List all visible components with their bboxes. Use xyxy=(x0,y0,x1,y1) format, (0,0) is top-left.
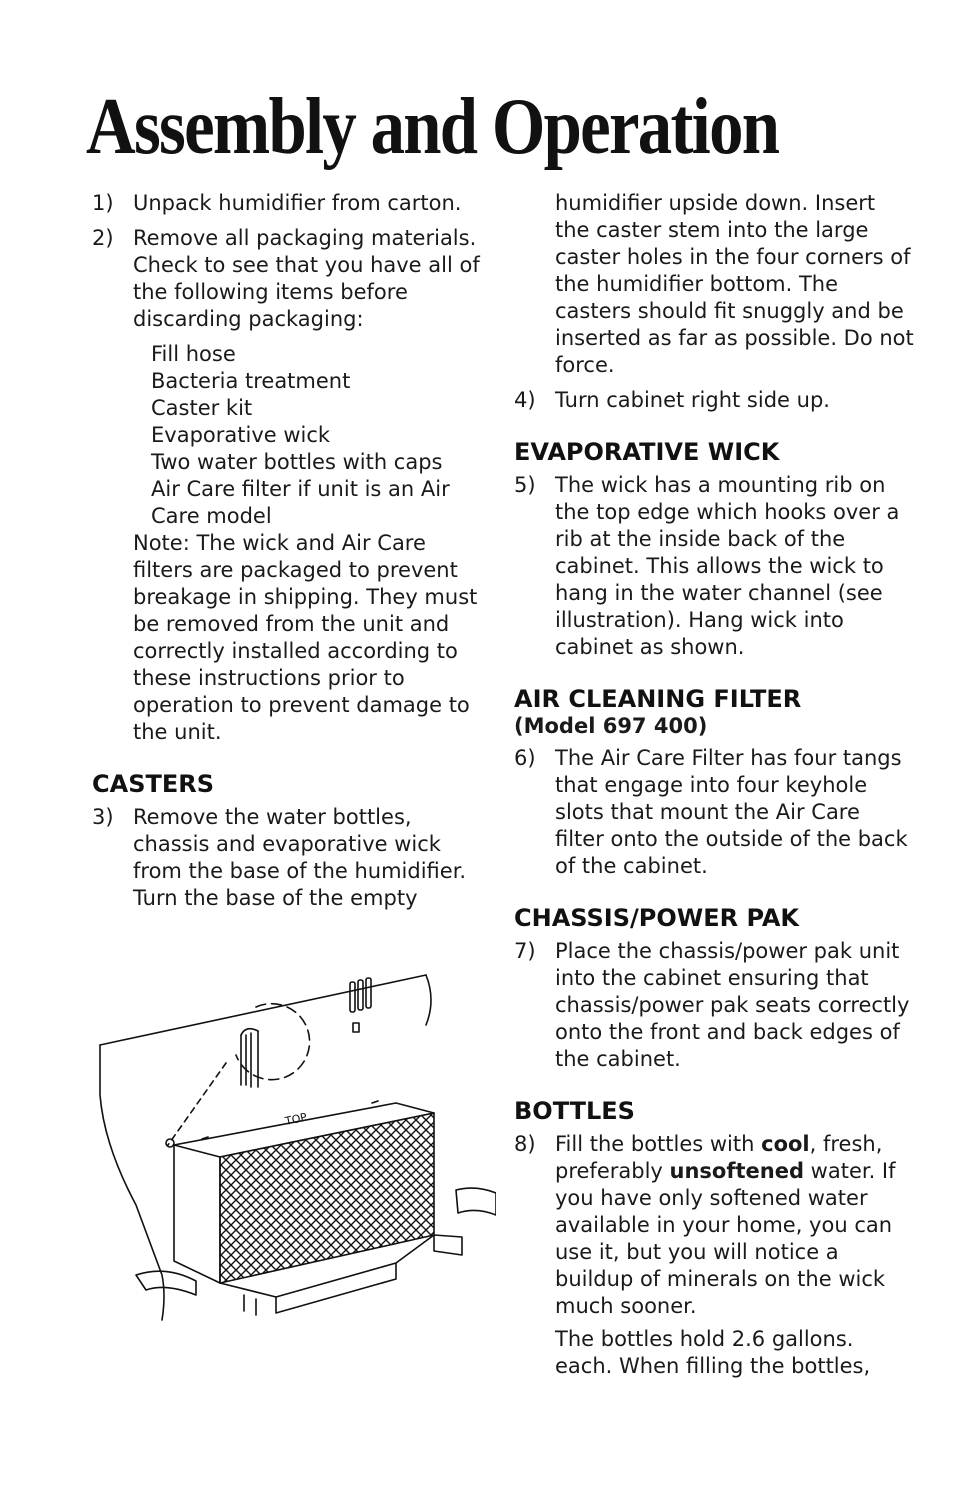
step-2 xyxy=(92,225,492,746)
step-text: Turn cabinet right side up. xyxy=(555,388,830,412)
step-number: 6) xyxy=(514,746,536,770)
step-number: 2) xyxy=(92,226,114,250)
bottle-capacity-text: The bottles hold 2.6 gallons. each. When filling the bottles, xyxy=(555,1327,871,1378)
step-number: 1) xyxy=(92,191,114,215)
step-number: 4) xyxy=(514,388,536,412)
air-cleaning-filter-heading: AIR CLEANING FILTER xyxy=(514,685,802,713)
package-contents-list xyxy=(133,341,492,530)
step-text: The Air Care Filter has four tangs that engage into four keyhole slots that mount the Air Care filter onto the outside of the back of the cabinet. xyxy=(555,746,908,878)
chassis-power-pak-heading: CHASSIS/POWER PAK xyxy=(514,904,799,932)
wick-installation-illustration xyxy=(96,945,496,1325)
step-number: 5) xyxy=(514,473,536,497)
step-number: 7) xyxy=(514,939,536,963)
list-item: Two water bottles with caps xyxy=(151,450,443,474)
step-text: Unpack humidifier from carton. xyxy=(133,191,462,215)
packaging-note: Note: The wick and Air Care filters are packaged to prevent breakage in shipping. They must be removed from the unit and correctly installed according to these instructions prior to operation to prevent damage to the unit. xyxy=(133,531,478,744)
list-item: Fill hose xyxy=(151,342,236,366)
right-column xyxy=(514,190,914,1388)
step-number: 3) xyxy=(92,805,114,829)
step-text-part: , fresh, preferably xyxy=(555,1132,883,1183)
step-text: Remove the water bottles, chassis and evaporative wick from the base of the humidifier. Turn the base of the empty xyxy=(133,805,467,910)
bottles-heading: BOTTLES xyxy=(514,1097,635,1125)
step-number: 8) xyxy=(514,1132,536,1156)
page-title: Assembly and Operation xyxy=(86,83,779,171)
step-text: Place the chassis/power pak unit into the cabinet ensuring that chassis/power pak seats correctly onto the front and back edges of the cabinet. xyxy=(555,939,910,1071)
evaporative-wick-heading: EVAPORATIVE WICK xyxy=(514,438,780,466)
list-item: Caster kit xyxy=(151,396,253,420)
step-3-continued: humidifier upside down. Insert the caster stem into the large caster holes in the four corners of the humidifier bottom. The casters should fit snuggly and be inserted as far as possible. Do not force. xyxy=(555,191,914,377)
list-item: Evaporative wick xyxy=(151,423,331,447)
step-text-part: Fill the bottles with xyxy=(555,1132,762,1156)
step-5 xyxy=(514,472,914,661)
left-column xyxy=(92,190,492,920)
top-label: TOP xyxy=(283,1110,309,1128)
step-text-part: water. If you have only softened water available in your home, you can use it, but you will notice a buildup of minerals on the wick much sooner. xyxy=(555,1159,896,1318)
step-3 xyxy=(92,804,492,912)
step-7 xyxy=(514,938,914,1073)
casters-heading: CASTERS xyxy=(92,770,215,798)
emphasis-cool: cool xyxy=(761,1132,810,1156)
step-8 xyxy=(514,1131,914,1380)
step-6 xyxy=(514,745,914,880)
step-text: Remove all packaging materials. Check to see that you have all of the following items before discarding packaging: xyxy=(133,226,480,331)
step-1 xyxy=(92,190,492,217)
emphasis-unsoftened: unsoftened xyxy=(669,1159,804,1183)
list-item: Air Care filter if unit is an Air Care model xyxy=(151,477,450,528)
filter-model-subheading: (Model 697 400) xyxy=(514,714,708,738)
list-item: Bacteria treatment xyxy=(151,369,351,393)
step-text xyxy=(555,1131,914,1320)
step-4 xyxy=(514,387,914,414)
step-text: The wick has a mounting rib on the top edge which hooks over a rib at the inside back of the cabinet. This allows the wick to hang in the water channel (see illustration). Hang wick into cabinet as shown. xyxy=(555,473,900,659)
